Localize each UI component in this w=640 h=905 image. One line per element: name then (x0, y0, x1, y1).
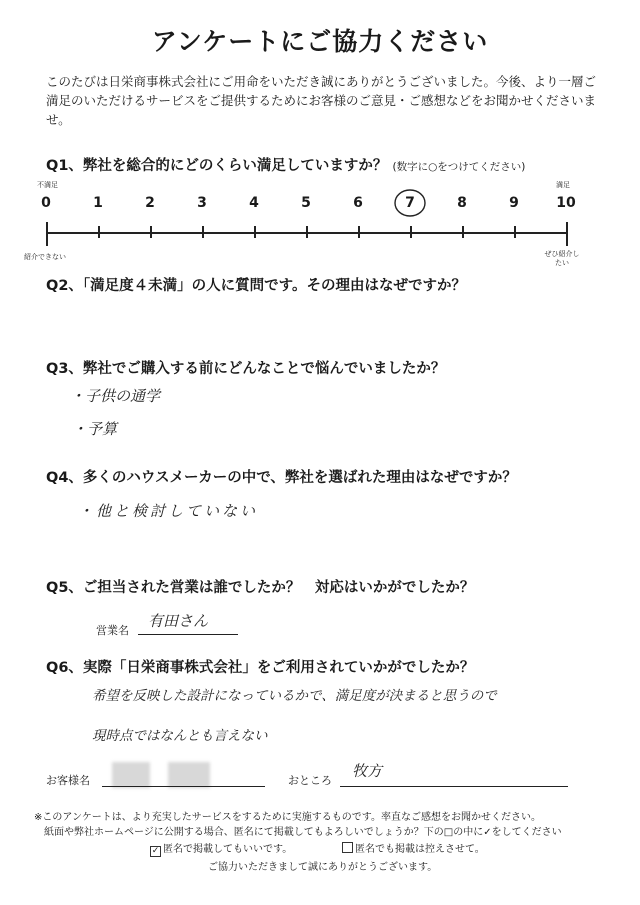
scale-number-8[interactable]: 8 (457, 195, 467, 211)
sales-name-underline (138, 634, 238, 635)
question-3-label: Q3、弊社でご購入する前にどんなことで悩んでいましたか？ (46, 361, 446, 377)
customer-name-underline (102, 786, 265, 787)
question-1-label: Q1、弊社を総合的にどのくらい満足していますか？ (46, 158, 388, 174)
address-label: おところ (288, 774, 332, 787)
intro-text: このたびは日栄商事株式会社にご用命をいただき誠にありがとうございました。今後、より一層ご満足のいただけるサービスをご提供するためにお客様のご意見・ご感想などをお聞かせくださいませ。 (46, 74, 597, 127)
question-3-answer-2: ・予算 (72, 420, 118, 438)
address-underline (340, 786, 568, 787)
sales-name-value: 有田さん (148, 612, 209, 630)
scale-low-label: 不満足 (37, 181, 58, 189)
question-4-answer: ・他と検討していない (78, 502, 259, 520)
scale-number-7[interactable]: 7 (405, 195, 415, 211)
customer-name-label: お客様名 (46, 774, 90, 787)
option-decline[interactable] (342, 840, 485, 855)
footer-thanks: ご協力いただきまして誠にありがとうございます。 (208, 862, 438, 873)
question-6-answer-line-2: 現時点ではなんとも言えない (92, 728, 268, 744)
scale-number-6[interactable]: 6 (353, 195, 363, 211)
scale-number-4[interactable]: 4 (249, 195, 259, 211)
option-decline-label: 匿名でも掲載は控えさせて。 (355, 844, 485, 855)
footer-notice-1: ※このアンケートは、より充実したサービスをするために実施するものです。率直なご感想をお聞かせください。 (34, 812, 541, 823)
option-anonymous-ok[interactable] (150, 840, 292, 857)
question-2-label: Q2、「満足度４未満」の人に質問です。その理由はなぜですか？ (46, 278, 467, 294)
address-value: 牧方 (352, 762, 383, 780)
scale-bottom-right: ぜひ紹介したい (544, 250, 580, 267)
question-5-label: Q5、ご担当された営業は誰でしたか？ 対応はいかがでしたか？ (46, 580, 475, 596)
question-3-answer-1: ・子供の通学 (70, 387, 161, 405)
selected-circle (390, 186, 430, 220)
question-6-answer-line-1: 希望を反映した設計になっているかで、満足度が決まると思うので (92, 688, 497, 704)
scale-bottom-left: 紹介できない (24, 253, 66, 261)
customer-name-redaction-2 (168, 762, 210, 788)
scale-number-1[interactable]: 1 (93, 195, 103, 211)
option-anonymous-ok-label: 匿名で掲載してもいいです。 (163, 844, 293, 855)
page-title: アンケートにご協力ください (151, 27, 489, 56)
question-6-label: Q6、実際「日栄商事株式会社」をご利用されていかがでしたか？ (46, 660, 475, 676)
scale-line (46, 232, 568, 234)
scale-high-label: 満足 (556, 181, 570, 189)
question-4-label: Q4、多くのハウスメーカーの中で、弊社を選ばれた理由はなぜですか？ (46, 470, 517, 486)
scale-number-5[interactable]: 5 (301, 195, 311, 211)
scale-number-9[interactable]: 9 (509, 195, 519, 211)
option-anonymous-ok-checkbox[interactable]: ✓ (151, 846, 160, 856)
question-1-note: (数字に○をつけてください) (392, 161, 526, 173)
sales-name-label: 営業名 (96, 624, 129, 637)
scale-number-10[interactable]: 10 (556, 195, 576, 211)
question-1 (46, 154, 525, 175)
scale-number-0[interactable]: 0 (41, 195, 51, 211)
option-decline-checkbox[interactable] (342, 842, 353, 853)
footer-notice-2: 紙面や弊社ホームページに公開する場合、匿名にて掲載してもよろしいでしょうか？下の□の中に✓をしてください (44, 827, 562, 838)
scale-end-right (566, 222, 568, 246)
scale-end-left (46, 222, 48, 246)
customer-name-redaction-1 (112, 762, 150, 788)
scale-number-2[interactable]: 2 (145, 195, 155, 211)
scale-number-3[interactable]: 3 (197, 195, 207, 211)
